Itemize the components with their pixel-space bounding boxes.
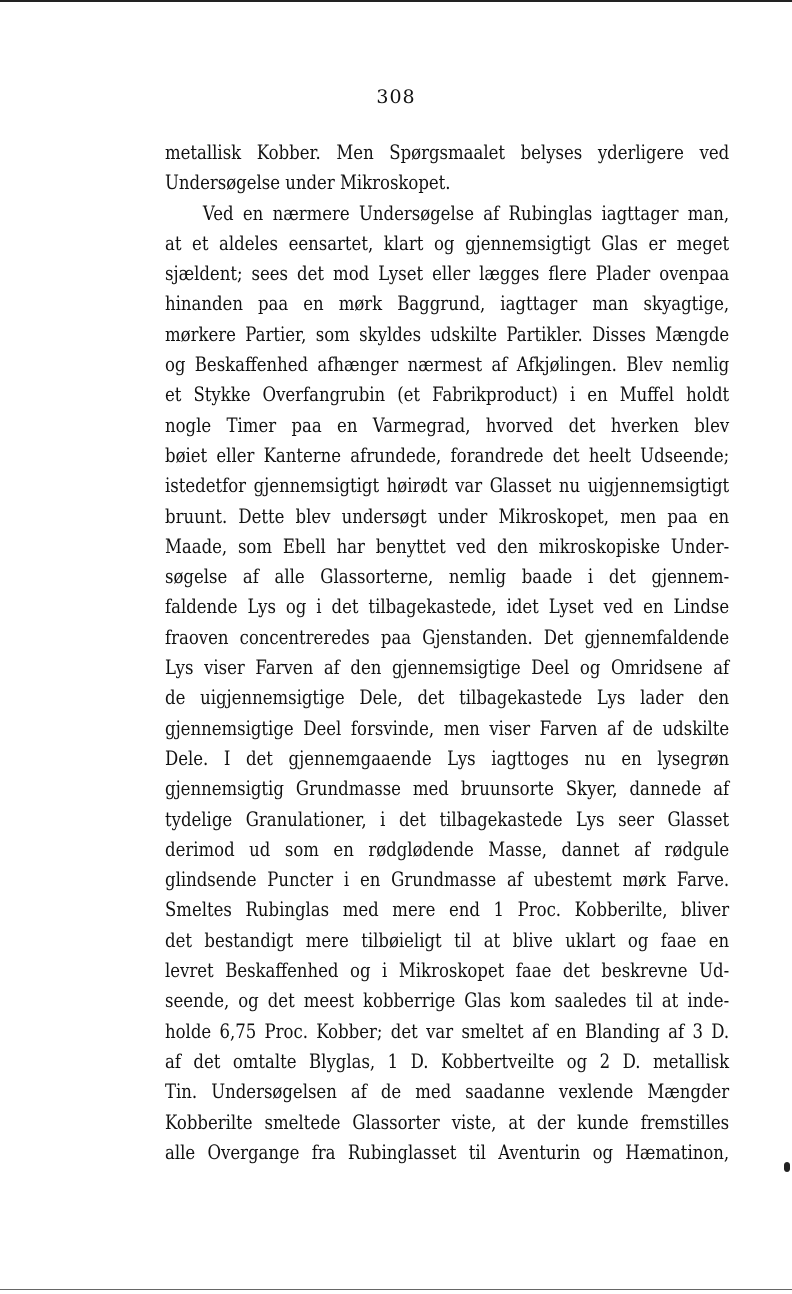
text-line: fraoven concentreredes paa Gjenstanden. Det gjennemfaldende xyxy=(165,625,730,649)
text-line: levret Beskaffenhed og i Mikroskopet faae det beskrevne Ud- xyxy=(165,959,730,983)
text-line: glindsende Puncter i en Grundmasse af ubestemt mørk Farve. xyxy=(165,868,730,892)
top-border-rule xyxy=(0,0,792,2)
text-line: bøiet eller Kanterne afrundede, forandrede det heelt Udseende; xyxy=(165,443,730,467)
text-line: derimod ud som en rødglødende Masse, dannet af rødgule xyxy=(165,837,730,861)
text-line: Dele. I det gjennemgaaende Lys iagttoges nu en lysegrøn xyxy=(165,746,730,770)
text-line: Undersøgelse under Mikroskopet. xyxy=(165,171,451,195)
text-line: istedetfor gjennemsigtigt høirødt var Glasset nu uigjennemsigtigt xyxy=(165,474,730,498)
text-line: søgelse af alle Glassorterne, nemlig baade i det gjennem- xyxy=(165,565,730,589)
text-line: hinanden paa en mørk Baggrund, iagttager man skyagtige, xyxy=(165,292,730,316)
body-text xyxy=(165,138,729,1168)
bottom-border-rule xyxy=(0,1289,792,1290)
text-line: nogle Timer paa en Varmegrad, hvorved det hverken blev xyxy=(165,413,730,437)
page-number: 308 xyxy=(376,86,416,108)
text-line: at et aldeles eensartet, klart og gjennemsigtigt Glas er meget xyxy=(165,231,730,255)
text-line: og Beskaffenhed afhænger nærmest af Afkjølingen. Blev nemlig xyxy=(165,353,730,377)
text-line: Ved en nærmere Undersøgelse af Rubinglas iagttager man, xyxy=(202,201,730,225)
text-line: Maade, som Ebell har benyttet ved den mikroskopiske Under- xyxy=(165,534,730,558)
ink-mark xyxy=(784,1162,790,1172)
text-line: tydelige Granulationer, i det tilbagekastede Lys seer Glasset xyxy=(165,807,730,831)
text-line: bruunt. Dette blev undersøgt under Mikroskopet, men paa en xyxy=(165,504,730,528)
text-line: holde 6,75 Proc. Kobber; det var smeltet af en Blanding af 3 D. xyxy=(165,1019,730,1043)
text-line: seende, og det meest kobberrige Glas kom saaledes til at inde- xyxy=(165,989,730,1013)
text-line: sjældent; sees det mod Lyset eller lægges flere Plader ovenpaa xyxy=(165,262,730,286)
text-line: Kobberilte smeltede Glassorter viste, at der kunde fremstilles xyxy=(165,1110,730,1134)
text-line: Lys viser Farven af den gjennemsigtige Deel og Omridsene af xyxy=(165,656,730,680)
text-line: alle Overgange fra Rubinglasset til Aventurin og Hæmatinon, xyxy=(165,1140,730,1164)
text-line: Tin. Undersøgelsen af de med saadanne vexlende Mængder xyxy=(165,1080,730,1104)
text-line: faldende Lys og i det tilbagekastede, idet Lyset ved en Lindse xyxy=(165,595,730,619)
text-line: af det omtalte Blyglas, 1 D. Kobbertveilte og 2 D. metallisk xyxy=(165,1049,730,1073)
text-line: gjennemsigtig Grundmasse med bruunsorte Skyer, dannede af xyxy=(165,777,730,801)
text-line: gjennemsigtige Deel forsvinde, men viser Farven af de udskilte xyxy=(165,716,730,740)
text-line: Smeltes Rubinglas med mere end 1 Proc. Kobberilte, bliver xyxy=(165,898,730,922)
text-line: et Stykke Overfangrubin (et Fabrikproduct) i en Muffel holdt xyxy=(165,383,730,407)
text-line: det bestandigt mere tilbøieligt til at blive uklart og faae en xyxy=(165,928,730,952)
text-line: mørkere Partier, som skyldes udskilte Partikler. Disses Mængde xyxy=(165,322,730,346)
text-line: de uigjennemsigtige Dele, det tilbagekastede Lys lader den xyxy=(165,686,730,710)
text-line: metallisk Kobber. Men Spørgsmaalet belyses yderligere ved xyxy=(165,141,730,164)
